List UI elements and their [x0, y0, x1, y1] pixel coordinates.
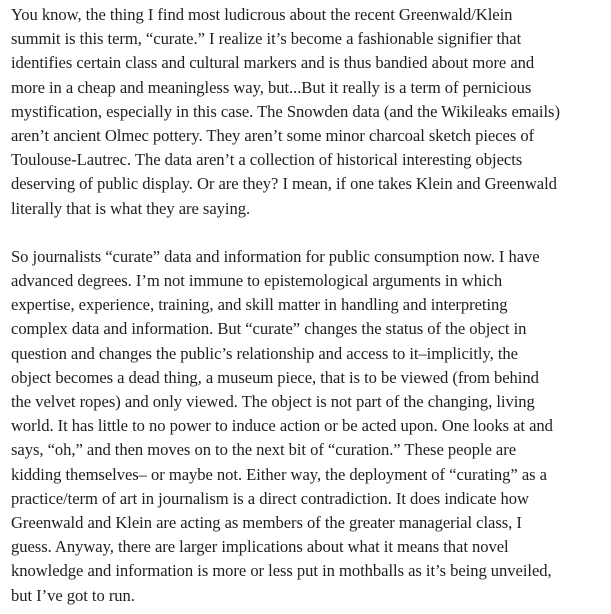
- paragraph-2-line-15: but I’ve got to run.: [11, 585, 135, 605]
- paragraph-1-line-8: deserving of public display. Or are they? I mean, if one takes Klein and Greenwald: [11, 174, 557, 194]
- paragraph-2-line-2: advanced degrees. I’m not immune to epistemological arguments in which: [11, 271, 503, 291]
- paragraph-1-line-9: literally that is what they are saying.: [11, 198, 251, 218]
- paragraph-1-line-7: Toulouse-Lautrec. The data aren’t a collection of historical interesting objects: [11, 150, 523, 170]
- paragraph-2-line-14: knowledge and information is more or less put in mothballs as it’s being unveiled,: [11, 561, 552, 581]
- paragraph-2-line-9: says, “oh,” and then moves on to the next bit of “curation.” These people are: [11, 440, 517, 460]
- paragraph-2-line-7: the velvet ropes) and only viewed. The object is not part of the changing, living: [11, 392, 535, 412]
- paragraph-2-line-5: question and changes the public’s relationship and access to it–implicitly, the: [11, 343, 518, 363]
- paragraph-2-line-3: expertise, experience, training, and skill matter in handling and interpreting: [11, 295, 508, 315]
- paragraph-2-line-6: object becomes a dead thing, a museum piece, that is to be viewed (from behind: [11, 367, 539, 387]
- paragraph-1-line-4: more in a cheap and meaningless way, but...But it really is a term of pernicious: [11, 77, 532, 97]
- paragraph-2-line-4: complex data and information. But “curate” changes the status of the object in: [11, 319, 527, 339]
- paragraph-2-line-12: Greenwald and Klein are acting as members of the greater managerial class, I: [11, 513, 522, 533]
- paragraph-1: [11, 3, 611, 221]
- paragraph-1-line-5: mystification, especially in this case. The Snowden data (and the Wikileaks emails): [11, 101, 560, 121]
- paragraph-2-line-8: world. It has little to no power to induce action or be acted upon. One looks at and: [11, 416, 553, 436]
- paragraph-2-line-11: practice/term of art in journalism is a direct contradiction. It does indicate how: [11, 488, 529, 508]
- paragraph-1-line-1: You know, the thing I find most ludicrous about the recent Greenwald/Klein: [11, 5, 513, 24]
- paragraph-1-line-3: identifies certain class and cultural markers and is thus bandied about more and: [11, 53, 535, 73]
- paragraph-2-line-10: kidding themselves– or maybe not. Either way, the deployment of “curating” as a: [11, 464, 547, 484]
- paragraph-1-line-6: aren’t ancient Olmec pottery. They aren’t some minor charcoal sketch pieces of: [11, 126, 535, 146]
- paragraph-spacer: [11, 221, 611, 245]
- paragraph-2-line-13: guess. Anyway, there are larger implications about what it means that novel: [11, 537, 509, 557]
- paragraph-2: [11, 245, 611, 608]
- paragraph-2-line-1: So journalists “curate” data and information for public consumption now. I have: [11, 246, 540, 266]
- paragraph-1-line-2: summit is this term, “curate.” I realize it’s become a fashionable signifier that: [11, 29, 522, 49]
